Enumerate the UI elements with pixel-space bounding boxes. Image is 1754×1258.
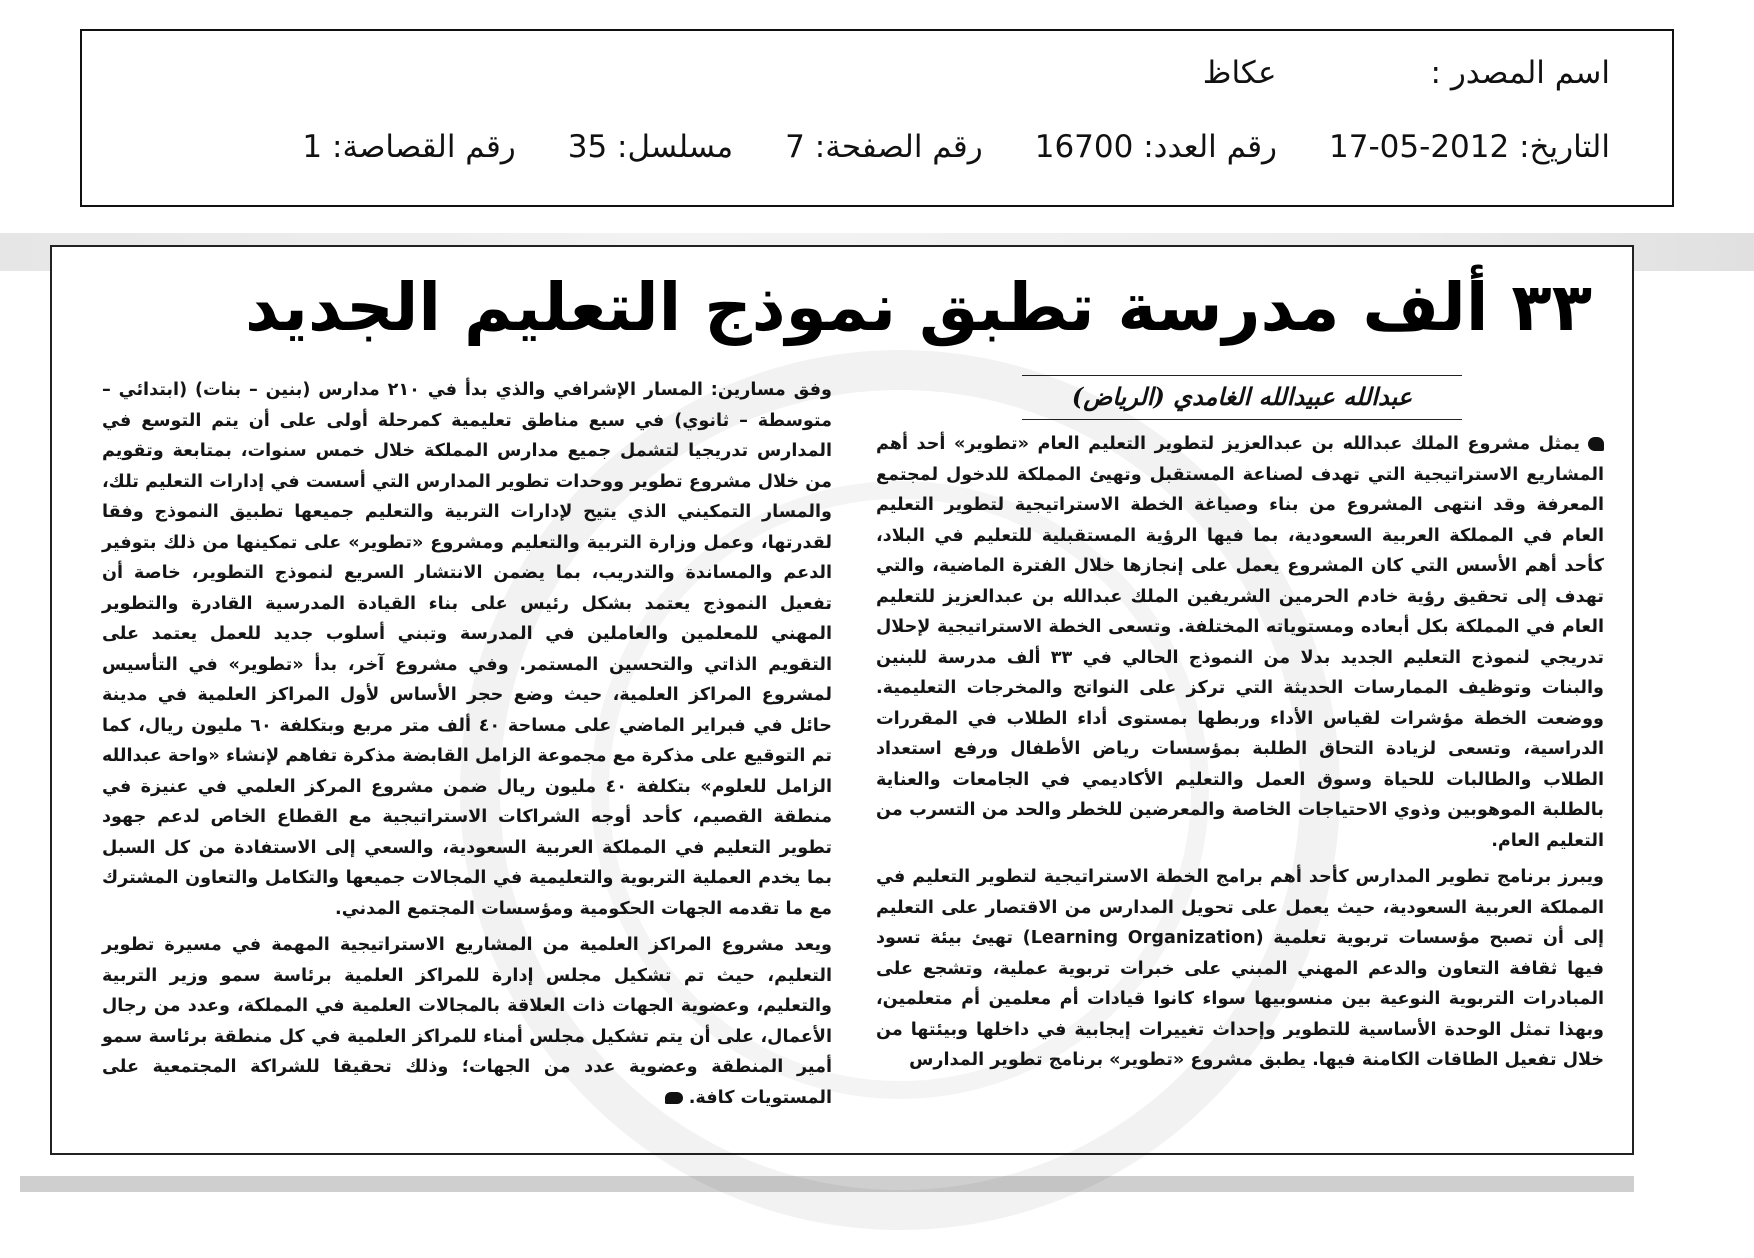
article-headline: ٣٣ ألف مدرسة تطبق نموذج التعليم الجديد xyxy=(245,269,1592,346)
clipping-metadata-box xyxy=(80,29,1674,207)
byline-box xyxy=(1022,375,1462,420)
article-byline: عبدالله عبيدالله الغامدي (الرياض) xyxy=(1071,382,1413,411)
source-row xyxy=(1203,55,1610,91)
paragraph xyxy=(102,375,832,924)
paragraph-text: يمثل مشروع الملك عبدالله بن عبدالعزيز لتطوير التعليم العام «تطوير» أحد أهم المشاريع الاستراتيجية التي تهدف لصناعة المستقبل وتهيئ المملكة للدخول لمجتمع المعرفة وقد انتهى المشروع من بناء وصياغة الخطة الاستراتيجية لتطوير التعليم العام في المملكة العربية السعودية، بما فيها الرؤية المستقبلية للتعليم في البلاد، كأحد أهم الأسس التي كان المشروع يعمل على إنجازها خلال الفترة الماضية، والتي تهدف إلى تحقيق رؤية خادم الحرمين الشريفين الملك عبدالله بن عبدالعزيز للتعليم العام في المملكة بكل أبعاده ومستوياته المختلفة. وتسعى الخطة الاستراتيجية لإحلال تدريجي لنموذج التعليم الجديد بدلا من النموذج الحالي في ٣٣ ألف مدرسة للبنين والبنات وتوظيف الممارسات الحديثة التي تركز على النواتج والمخرجات التعليمية. ووضعت الخطة مؤشرات لقياس الأداء وربطها بمستوى أداء الطلاب في المقررات الدراسية، وتسعى لزيادة التحاق الطلبة بمؤسسات رياض الأطفال ورفع استعداد الطلاب والطالبات للحياة وسوق العمل والتعليم الأكاديمي في الجامعات والعناية بالطلبة الموهوبين وذوي الاحتياجات الخاصة والمعرضين للخطر والحد من التسرب من التعليم العام. xyxy=(876,434,1604,851)
date-value: 2012-05-17 xyxy=(1329,129,1510,165)
paragraph xyxy=(102,930,832,1113)
date-label: التاريخ: xyxy=(1519,129,1610,165)
paragraph-text: وفق مسارين: المسار الإشرافي والذي بدأ في ٢١٠ مدارس (بنين – بنات) (ابتدائي – متوسطة – ثانوي) في سبع مناطق تعليمية كمرحلة أولى على أن يتم التوسع في المدارس تدريجيا لتشمل جميع مدارس المملكة خلال خمس سنوات، بمتابعة وتقويم من خلال مشروع تطوير ووحدات تطوير المدارس التي أسست في إدارات التعليم تلك، والمسار التمكيني الذي يتيح لإدارات التربية والتعليم جميعها تطبيق النموذج وفقا لقدرتها، وعمل وزارة التربية والتعليم ومشروع «تطوير» على تمكينها من ذلك بتوفير الدعم والمساندة والتدريب، بما يضمن الانتشار السريع لنموذج التطوير، خاصة أن تفعيل النموذج يعتمد بشكل رئيس على بناء القيادة المدرسية القادرة والتطوير المهني للمعلمين والعاملين في المدرسة وتبني أسلوب جديد للعمل يعتمد على التقويم الذاتي والتحسين المستمر. وفي مشروع آخر، بدأ «تطوير» في التأسيس لمشروع المراكز العلمية، حيث وضع حجر الأساس لأول المراكز العلمية في مدينة حائل في فبراير الماضي على مساحة ٤٠ ألف متر مربع وبتكلفة ٦٠ مليون ريال، كما تم التوقيع على مذكرة مع مجموعة الزامل القابضة مذكرة تفاهم لإنشاء «واحة عبدالله الزامل للعلوم» بتكلفة ٤٠ مليون ريال ضمن مشروع المركز العلمي في عنيزة في منطقة القصيم، كأحد أوجه الشراكات الاستراتيجية مع القطاع الخاص لدعم جهود تطوير التعليم في المملكة العربية السعودية، والسعي إلى الاستفادة من كل السبل بما يخدم العملية التربوية والتعليمية في المجالات جميعها والتكامل والتعاون المشترك مع ما تقدمه الجهات الحكومية ومؤسسات المجتمع المدني. xyxy=(102,380,832,919)
paragraph xyxy=(876,862,1604,1076)
article-column-right xyxy=(876,429,1604,1076)
date-field xyxy=(1329,129,1610,165)
scan-band-bottom xyxy=(20,1176,1634,1192)
quote-open-icon xyxy=(1588,437,1604,451)
clip-field xyxy=(302,129,515,165)
paragraph-text: ويبرز برنامج تطوير المدارس كأحد أهم برامج الخطة الاستراتيجية لتطوير التعليم في المملكة العربية السعودية، حيث يعمل على تحويل المدارس من الاقتصار على التعليم إلى أن تصبح مؤسسات تربوية تعلمية (Learning Organization) تهيئ بيئة تسود فيها ثقافة التعاون والدعم المهني المبني على خبرات تربوية عملية، وتشجع على المبادرات التربوية النوعية بين منسوبيها سواء كانوا قيادات أم معلمين أم متعلمين، وبهذا تمثل الوحدة الأساسية للتطوير وإحداث تغييرات إيجابية في داخلها وبيئتها من خلال تفعيل الطاقات الكامنة فيها. يطبق مشروع «تطوير» برنامج تطوير المدارس xyxy=(876,867,1604,1070)
source-value: عكاظ xyxy=(1202,55,1277,91)
paragraph-text: ويعد مشروع المراكز العلمية من المشاريع الاستراتيجية المهمة في مسيرة تطوير التعليم، حيث تم تشكيل مجلس إدارة للمراكز العلمية برئاسة سمو وزير التربية والتعليم، وعضوية الجهات ذات العلاقة بالمجالات العلمية في المملكة، وعدد من رجال الأعمال، على أن يتم تشكيل مجلس أمناء للمراكز العلمية في كل منطقة برئاسة سمو أمير المنطقة وعضوية عدد من الجهات؛ وذلك تحقيقا للشراكة المجتمعية على المستويات كافة. xyxy=(102,935,832,1108)
serial-field xyxy=(568,129,733,165)
newspaper-clipping xyxy=(50,245,1634,1155)
page-label: رقم الصفحة: xyxy=(814,129,983,165)
issue-field xyxy=(1035,129,1277,165)
page-value: 7 xyxy=(785,129,805,165)
serial-label: مسلسل: xyxy=(617,129,734,165)
issue-value: 16700 xyxy=(1034,129,1134,165)
quote-close-icon xyxy=(665,1092,683,1104)
details-row xyxy=(302,129,1610,165)
paragraph xyxy=(876,429,1604,856)
clip-value: 1 xyxy=(302,129,323,165)
page-field xyxy=(785,129,983,165)
clip-label: رقم القصاصة: xyxy=(332,129,516,165)
source-label: اسم المصدر : xyxy=(1430,55,1610,91)
article-column-left xyxy=(102,375,832,1113)
serial-value: 35 xyxy=(567,129,608,165)
issue-label: رقم العدد: xyxy=(1143,129,1278,165)
